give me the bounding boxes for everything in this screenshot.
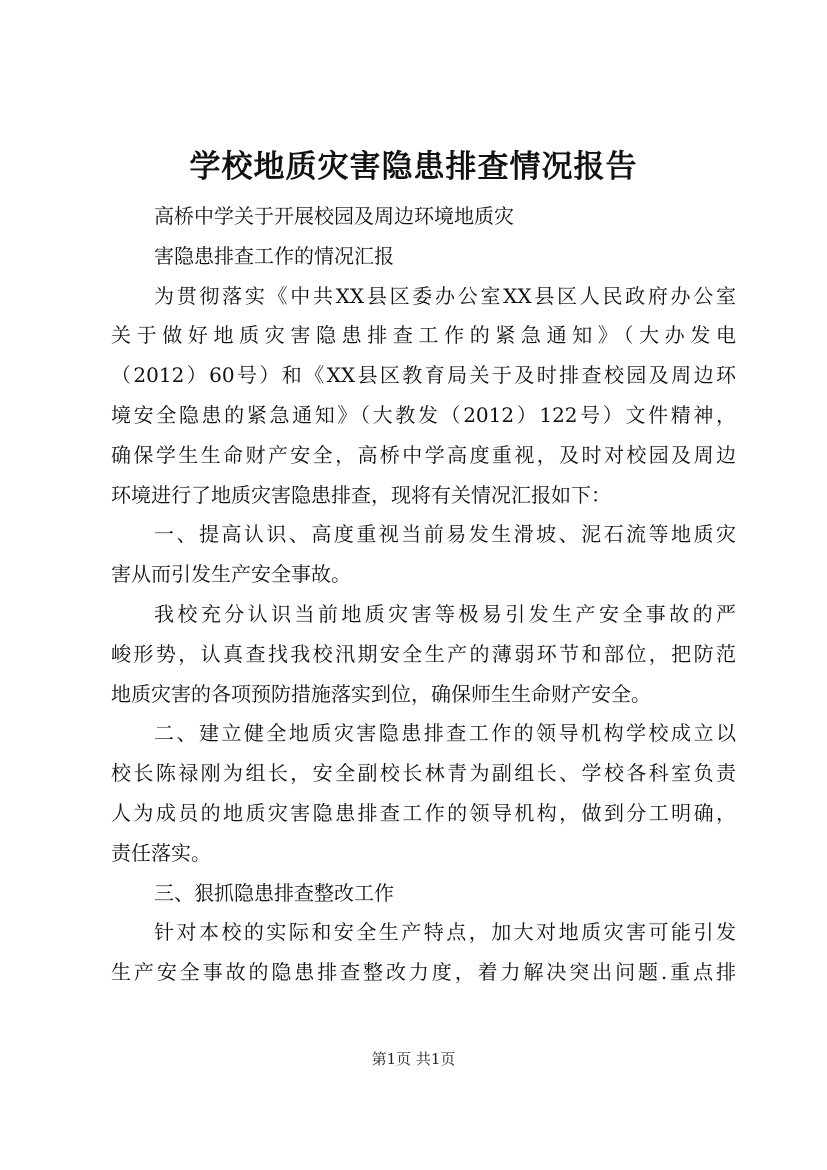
text-line: 人为成员的地质灾害隐患排查工作的领导机构，做到分工明确， [111,800,736,825]
text-line: 责任落实。 [111,840,211,865]
text-line: 为贯彻落实《中共XX县区委办公室XX县区人民政府办公室 [154,283,736,308]
text-line: 境安全隐患的紧急通知》（大教发（2012）122号）文件精神， [111,402,736,427]
text-line: 针对本校的实际和安全生产特点，加大对地质灾害可能引发 [154,920,736,945]
document-title: 学校地质灾害隐患排查情况报告 [189,149,638,185]
text-line: 确保学生生命财产安全，高桥中学高度重视，及时对校园及周边 [111,442,736,467]
text-line: 环境进行了地质灾害隐患排查，现将有关情况汇报如下： [111,482,611,507]
text-line: 地质灾害的各项预防措施落实到位，确保师生生命财产安全。 [111,681,651,706]
text-line: 校长陈禄刚为组长，安全副校长林青为副组长、学校各科室负责 [111,761,736,786]
text-line: 高桥中学关于开展校园及周边环境地质灾 [154,204,514,228]
document-body [111,197,736,993]
text-line: 关于做好地质灾害隐患排查工作的紧急通知》（大办发电 [111,323,736,348]
text-line: 三、狠抓隐患排查整改工作 [154,880,394,905]
text-line: 二、建立健全地质灾害隐患排查工作的领导机构学校成立以 [154,721,736,746]
text-line: 一、提高认识、高度重视当前易发生滑坡、泥石流等地质灾 [154,522,736,547]
text-line: 我校充分认识当前地质灾害等极易引发生产安全事故的严 [154,601,736,626]
text-line: 害隐患排查工作的情况汇报 [154,243,394,268]
page-footer: 第1页 共1页 [371,1050,456,1068]
text-line: 生产安全事故的隐患排查整改力度，着力解决突出问题.重点排 [111,960,736,985]
text-line: 峻形势，认真查找我校汛期安全生产的薄弱环节和部位，把防范 [111,641,736,666]
text-line: （2012）60号）和《XX县区教育局关于及时排查校园及周边环 [111,363,736,388]
text-line: 害从而引发生产安全事故。 [111,562,351,587]
